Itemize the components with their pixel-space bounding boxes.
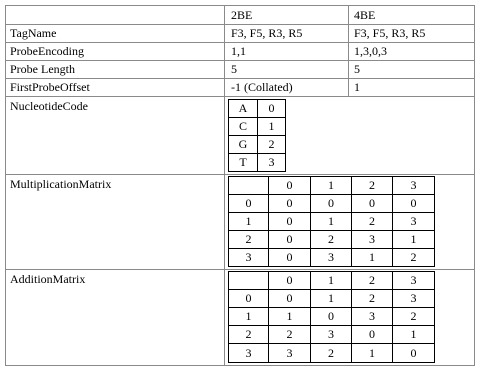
matrix-cell: 0 bbox=[410, 346, 417, 360]
matrix-cell: 0 bbox=[410, 196, 417, 210]
matrix-cell: 1 bbox=[328, 214, 334, 228]
multiplication-matrix-table bbox=[228, 176, 435, 267]
nucleotide-value: 2 bbox=[268, 137, 275, 151]
matrix-cell: 2 bbox=[410, 309, 417, 323]
matrix-row-header: 2 bbox=[245, 327, 252, 341]
matrix-row-header: 3 bbox=[245, 250, 252, 264]
nucleotide-letter: C bbox=[238, 119, 247, 133]
matrix-header-cell: 0 bbox=[286, 178, 293, 192]
matrix-cell: 1 bbox=[410, 232, 417, 246]
row-label-firstprobeoffset: FirstProbeOffset bbox=[10, 80, 90, 94]
row-label-probelength: Probe Length bbox=[10, 62, 75, 76]
matrix-cell: 2 bbox=[369, 291, 375, 305]
matrix-cell: 0 bbox=[369, 196, 375, 210]
matrix-cell: 0 bbox=[369, 327, 375, 341]
matrix-header-cell: 1 bbox=[328, 273, 334, 287]
matrix-cell: 0 bbox=[286, 214, 293, 228]
nucleotide-letter: A bbox=[238, 101, 248, 115]
matrix-cell: 2 bbox=[328, 346, 334, 360]
matrix-header-cell: 3 bbox=[410, 273, 417, 287]
addition-matrix-table bbox=[228, 271, 435, 363]
matrix-row-header: 0 bbox=[245, 196, 252, 210]
matrix-cell: 0 bbox=[286, 250, 293, 264]
row-probelength-2be: 5 bbox=[231, 62, 237, 76]
row-tagname-4be: F3, F5, R3, R5 bbox=[354, 26, 426, 40]
matrix-cell: 0 bbox=[286, 196, 293, 210]
matrix-header-cell: 3 bbox=[410, 178, 417, 192]
matrix-cell: 0 bbox=[328, 196, 334, 210]
matrix-cell: 0 bbox=[286, 232, 293, 246]
matrix-row-header: 0 bbox=[245, 291, 252, 305]
row-tagname-2be: F3, F5, R3, R5 bbox=[231, 26, 303, 40]
row-probeencoding-4be: 1,3,0,3 bbox=[354, 44, 387, 58]
matrix-cell: 2 bbox=[286, 327, 293, 341]
row-firstprobeoffset-4be: 1 bbox=[354, 80, 360, 94]
matrix-cell: 2 bbox=[410, 250, 417, 264]
row-label-probeencoding: ProbeEncoding bbox=[10, 44, 84, 58]
matrix-cell: 0 bbox=[286, 291, 293, 305]
nucleotide-value: 0 bbox=[268, 101, 275, 115]
matrix-cell: 1 bbox=[410, 327, 417, 341]
matrix-cell: 1 bbox=[328, 291, 334, 305]
matrix-header-cell: 1 bbox=[328, 178, 334, 192]
row-label-multiplicationmatrix: MultiplicationMatrix bbox=[10, 177, 112, 191]
matrix-cell: 0 bbox=[328, 309, 334, 323]
matrix-cell: 3 bbox=[410, 214, 417, 228]
row-label-nucleotidecode: NucleotideCode bbox=[10, 99, 88, 113]
nucleotide-value: 1 bbox=[268, 119, 275, 133]
matrix-header-cell: 0 bbox=[286, 273, 293, 287]
row-probeencoding-2be: 1,1 bbox=[231, 44, 246, 58]
matrix-cell: 3 bbox=[328, 250, 334, 264]
matrix-header-cell: 2 bbox=[369, 178, 375, 192]
row-label-additionmatrix: AdditionMatrix bbox=[10, 272, 86, 286]
header-4be: 4BE bbox=[354, 8, 376, 22]
nucleotide-code-table bbox=[228, 99, 286, 172]
matrix-cell: 2 bbox=[369, 214, 375, 228]
matrix-cell: 3 bbox=[286, 346, 293, 360]
matrix-cell: 3 bbox=[369, 232, 375, 246]
nucleotide-value: 3 bbox=[268, 155, 275, 169]
matrix-cell: 3 bbox=[369, 309, 375, 323]
matrix-row-header: 3 bbox=[245, 346, 252, 360]
matrix-row-header: 1 bbox=[245, 214, 252, 228]
matrix-cell: 1 bbox=[369, 346, 375, 360]
matrix-header-cell: 2 bbox=[369, 273, 375, 287]
matrix-row-header: 2 bbox=[245, 232, 252, 246]
matrix-cell: 1 bbox=[369, 250, 375, 264]
matrix-cell: 3 bbox=[328, 327, 334, 341]
row-label-tagname: TagName bbox=[10, 26, 57, 40]
header-2be: 2BE bbox=[231, 8, 253, 22]
row-probelength-4be: 5 bbox=[354, 62, 360, 76]
matrix-row-header: 1 bbox=[245, 309, 252, 323]
matrix-cell: 1 bbox=[286, 309, 293, 323]
nucleotide-letter: G bbox=[238, 137, 248, 151]
row-firstprobeoffset-2be: -1 (Collated) bbox=[231, 80, 293, 94]
matrix-cell: 3 bbox=[410, 291, 417, 305]
matrix-cell: 2 bbox=[328, 232, 334, 246]
nucleotide-letter: T bbox=[239, 155, 247, 169]
